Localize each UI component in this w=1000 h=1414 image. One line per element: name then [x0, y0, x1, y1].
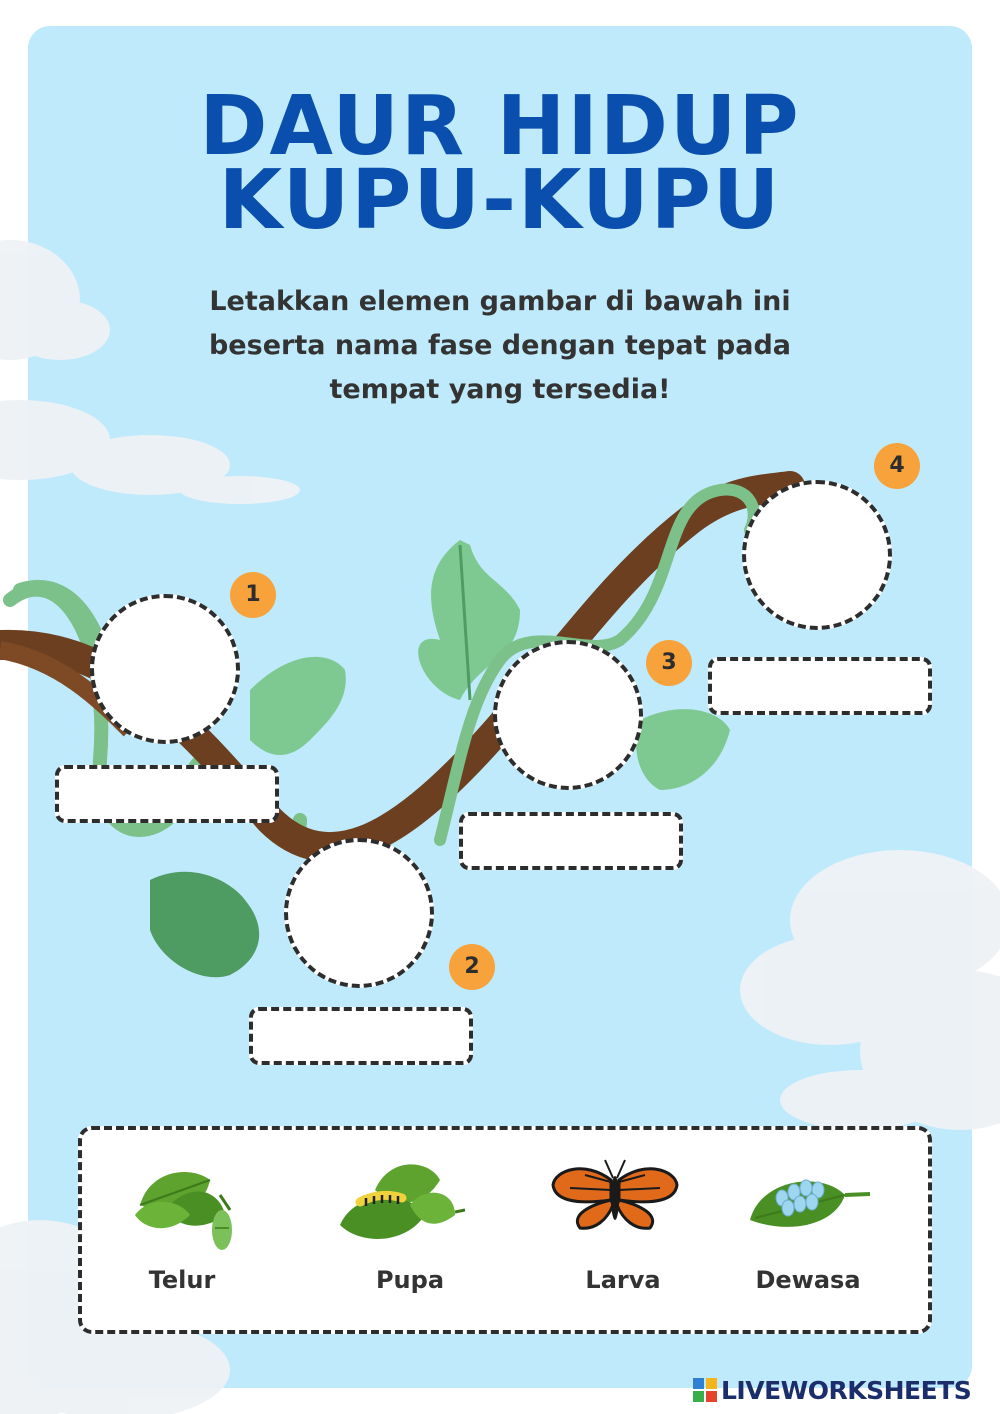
liveworksheets-logo [693, 1374, 971, 1406]
answer-tile-label: Dewasa [755, 1266, 861, 1294]
stage2-name-dropzone[interactable] [249, 1007, 473, 1065]
monarch-butterfly-icon [545, 1150, 705, 1260]
leaf-icon [636, 709, 730, 790]
instruction-line1: Letakkan elemen gambar di bawah ini [209, 286, 791, 317]
stage2-image-dropzone[interactable] [284, 838, 434, 988]
stage1-number-badge: 1 [230, 572, 276, 618]
answer-tile-label: Telur [148, 1266, 216, 1294]
brand-name: LIVEWORKSHEETS [721, 1375, 972, 1405]
stage2-number-badge: 2 [449, 944, 495, 990]
stage3-image-dropzone[interactable] [493, 640, 643, 790]
stage1-name-dropzone[interactable] [55, 765, 279, 823]
answer-tile-larva[interactable] [545, 1150, 705, 1310]
stage4-name-dropzone[interactable] [708, 657, 932, 715]
stage4-number-badge: 4 [874, 443, 920, 489]
caterpillar-on-leaf-icon [330, 1150, 490, 1260]
stage4-image-dropzone[interactable] [742, 480, 892, 630]
stage1-image-dropzone[interactable] [90, 594, 240, 744]
eggs-on-leaf-icon [740, 1150, 900, 1260]
answer-tile-label: Larva [585, 1266, 661, 1294]
answer-tile-dewasa[interactable] [740, 1150, 900, 1310]
answer-tile-telur[interactable] [110, 1150, 270, 1310]
leaf-icon [150, 872, 259, 978]
page-title-line2: KUPU-KUPU [218, 153, 782, 248]
chrysalis-on-leaf-icon [110, 1150, 270, 1260]
answer-tile-pupa[interactable] [330, 1150, 490, 1310]
instruction-line3: tempat yang tersedia! [329, 374, 671, 405]
page-title-line1: DAUR HIDUP [199, 79, 801, 174]
liveworksheets-logo-icon [693, 1378, 717, 1402]
answer-tile-label: Pupa [375, 1266, 445, 1294]
stage3-name-dropzone[interactable] [459, 812, 683, 870]
instruction-line2: beserta nama fase dengan tepat pada [208, 330, 791, 361]
leaf-icon [250, 657, 346, 755]
stage3-number-badge: 3 [646, 640, 692, 686]
